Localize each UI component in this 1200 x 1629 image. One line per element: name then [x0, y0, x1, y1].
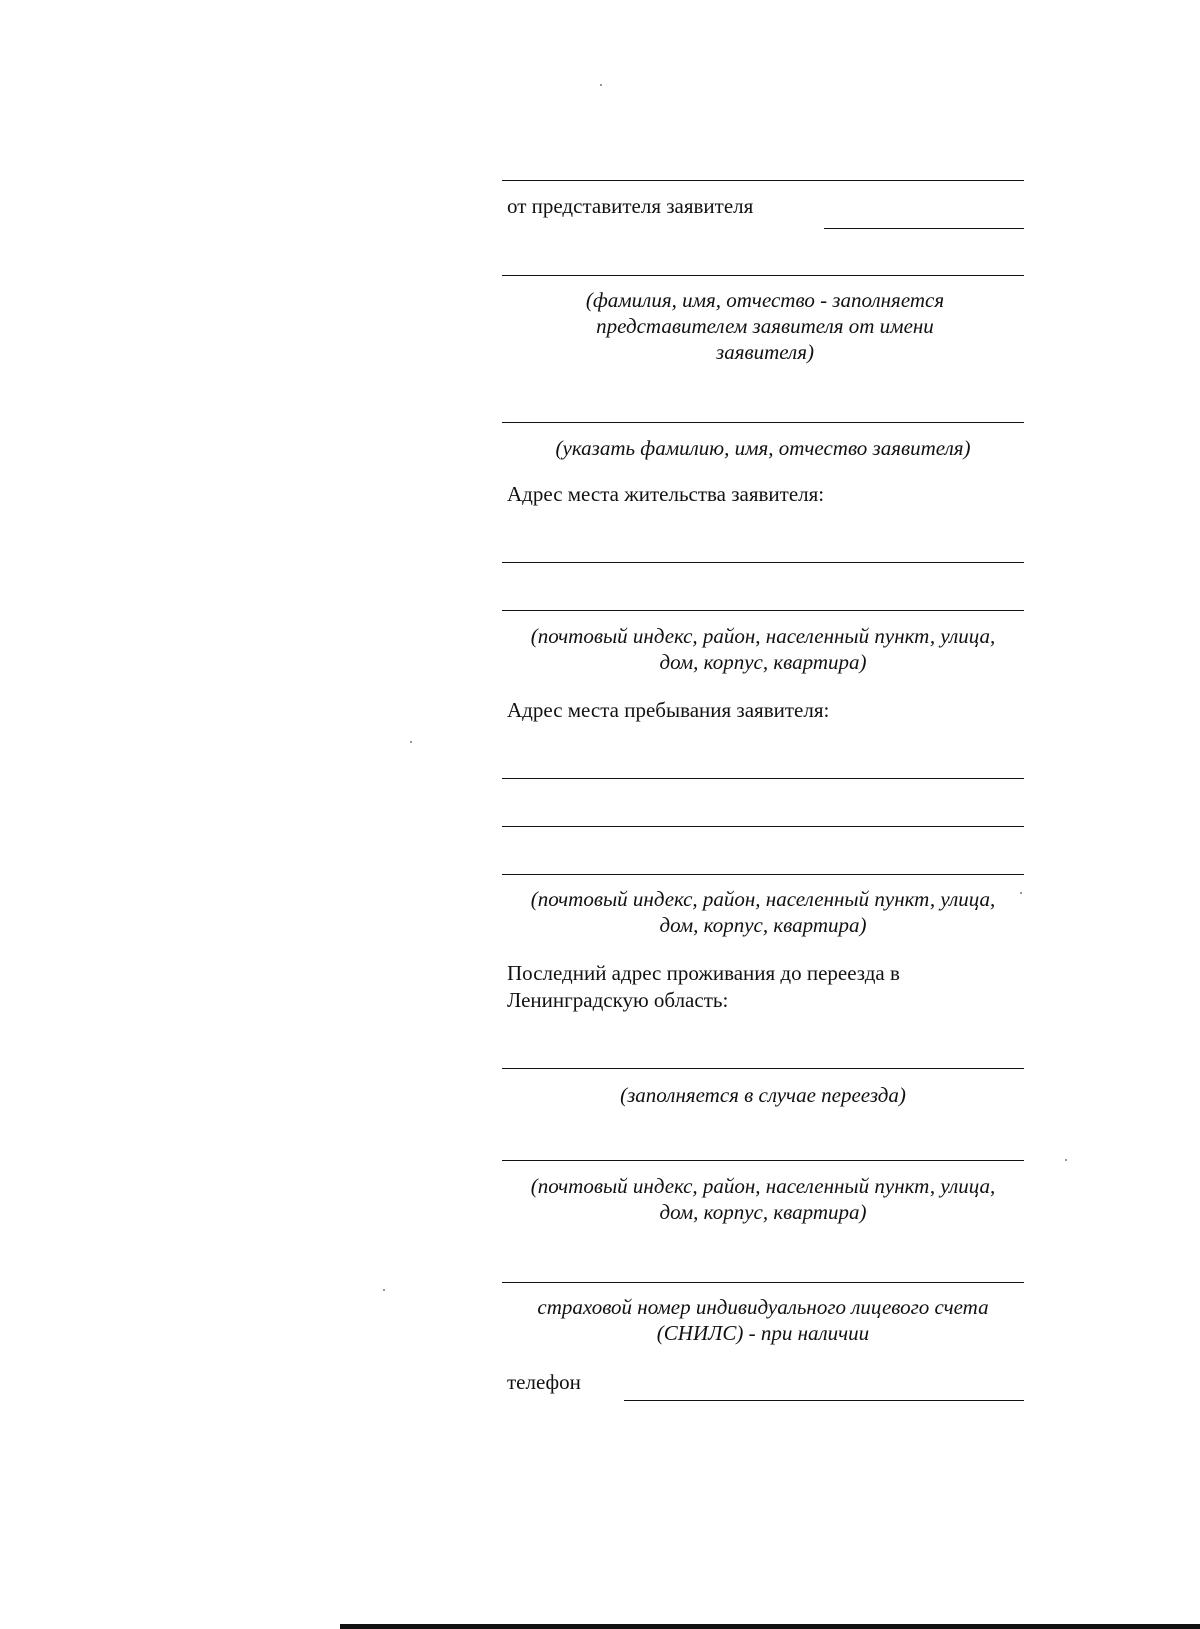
- phone-field[interactable]: [624, 1400, 1024, 1401]
- last-address-move-note: (заполняется в случае переезда): [620, 1083, 906, 1107]
- stay-address-line-3[interactable]: [502, 874, 1024, 875]
- scan-edge-bar: [340, 1624, 1200, 1629]
- last-address-label: Последний адрес проживания до переезда в Ленинградскую область:: [507, 961, 900, 1012]
- residence-address-label: Адрес места жительства заявителя:: [507, 482, 825, 506]
- applicant-name-line[interactable]: [502, 422, 1024, 423]
- stay-address-line-1[interactable]: [502, 778, 1024, 779]
- residence-address-line-1[interactable]: [502, 562, 1024, 563]
- applicant-name-note: (указать фамилию, имя, отчество заявителя): [555, 436, 971, 460]
- scan-speck: [383, 1289, 385, 1291]
- last-address-note: (почтовый индекс, район, населенный пункт, улица, дом, корпус, квартира): [530, 1174, 996, 1224]
- scan-speck: [600, 84, 602, 86]
- stay-address-label: Адрес места пребывания заявителя:: [507, 698, 830, 722]
- residence-address-line-2[interactable]: [502, 610, 1024, 611]
- scan-speck: [1065, 1159, 1067, 1161]
- representative-inline-field[interactable]: [824, 228, 1024, 229]
- representative-label: от представителя заявителя: [507, 194, 754, 218]
- stay-address-line-2[interactable]: [502, 826, 1024, 827]
- blank-line-top[interactable]: [502, 180, 1024, 181]
- representative-name-line[interactable]: [502, 275, 1024, 276]
- scan-speck: [1020, 892, 1022, 894]
- phone-label: телефон: [507, 1370, 581, 1394]
- representative-note: (фамилия, имя, отчество - заполняется представителем заявителя от имени заявителя): [585, 288, 945, 364]
- last-address-line-2[interactable]: [502, 1160, 1024, 1161]
- snils-line[interactable]: [502, 1282, 1024, 1283]
- snils-note: страховой номер индивидуального лицевого счета (СНИЛС) - при наличии: [537, 1295, 989, 1345]
- scan-speck: [410, 741, 412, 743]
- last-address-line-1[interactable]: [502, 1068, 1024, 1069]
- stay-address-note: (почтовый индекс, район, населенный пункт, улица, дом, корпус, квартира): [530, 887, 996, 937]
- residence-address-note: (почтовый индекс, район, населенный пункт, улица, дом, корпус, квартира): [530, 624, 996, 674]
